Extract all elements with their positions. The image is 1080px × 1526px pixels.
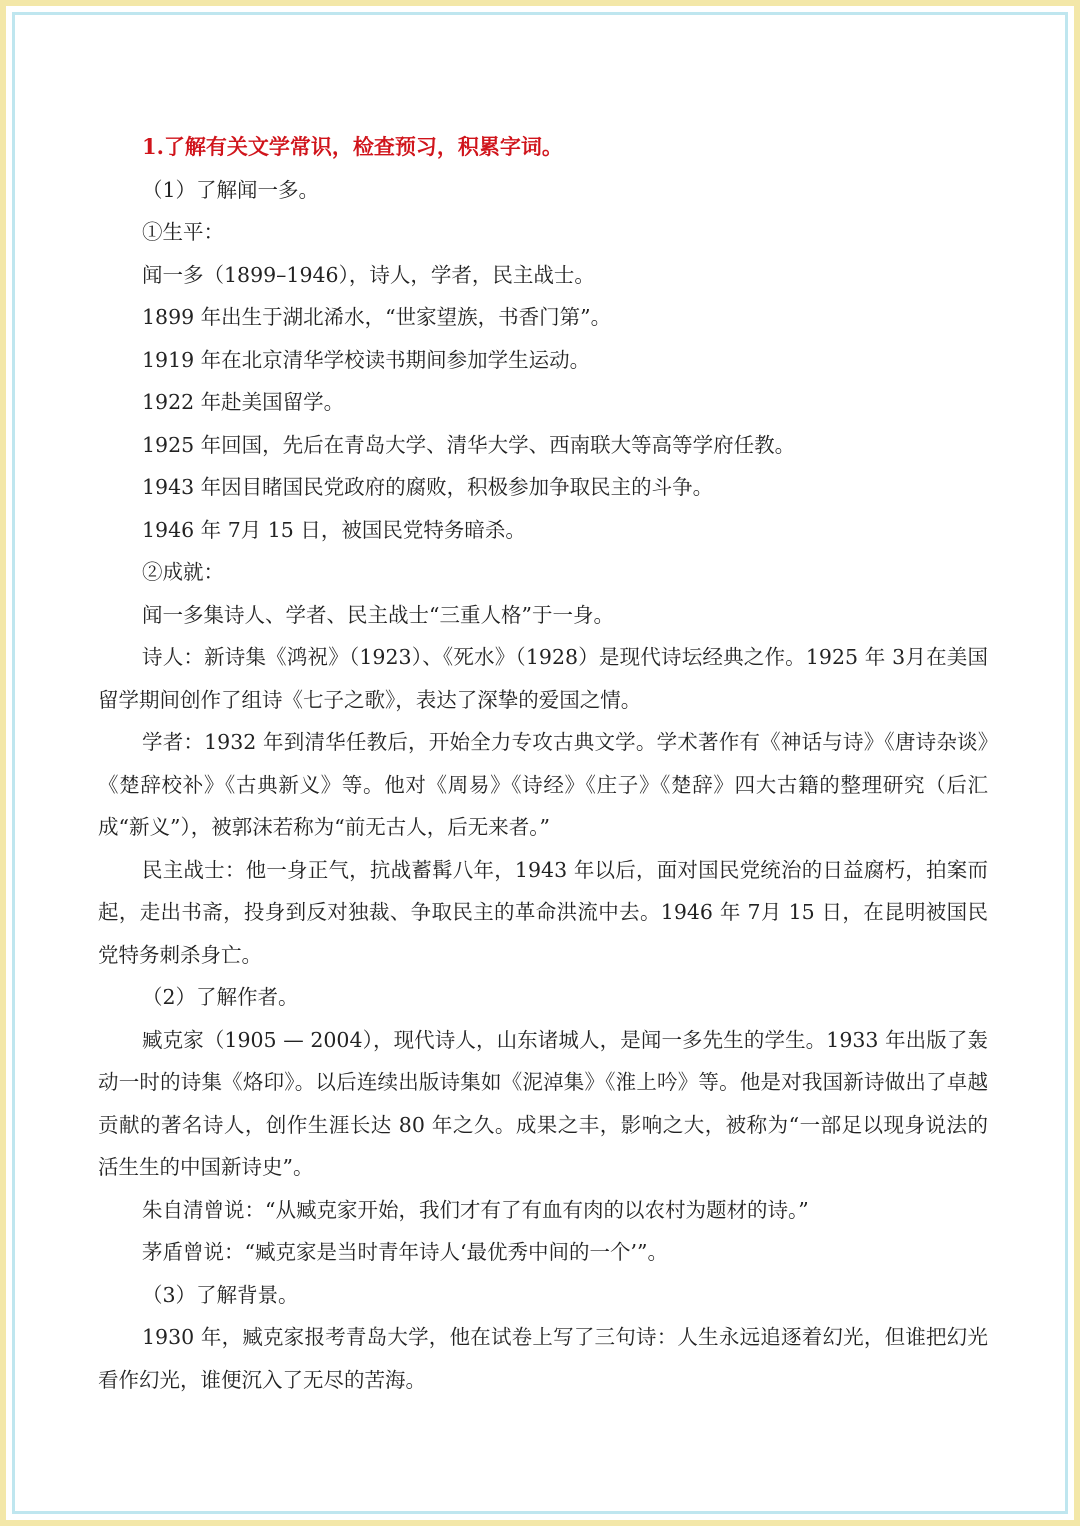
paragraph: 1925 年回国，先后在青岛大学、清华大学、西南联大等高等学府任教。	[142, 432, 796, 457]
paragraph: 朱自清曾说：“从臧克家开始，我们才有了有血有肉的以农村为题材的诗。”	[142, 1197, 809, 1222]
document-body	[98, 126, 988, 1401]
paragraph: 民主战士：他一身正气，抗战蓄髯八年，1943 年以后，面对国民党统治的日益腐朽，拍案而起，走出书斋，投身到反对独裁、争取民主的革命洪流中去。1946 年 7月 15 日，在昆明被国民党特务刺杀身亡。	[98, 857, 988, 967]
paragraph: 学者：1932 年到清华任教后，开始全力专攻古典文学。学术著作有《神话与诗》《唐诗杂谈》《楚辞校补》《古典新义》等。他对《周易》《诗经》《庄子》《楚辞》四大古籍的整理研究（后汇成“新义”），被郭沫若称为“前无古人，后无来者。”	[98, 730, 988, 839]
paragraph: ①生平：	[142, 220, 224, 244]
paragraph: 臧克家（1905 — 2004），现代诗人，山东诸城人，是闻一多先生的学生。1933 年出版了轰动一时的诗集《烙印》。以后连续出版诗集如《泥淖集》《淮上吟》等。他是对我国新诗做出了卓越贡献的著名诗人，创作生涯长达 80 年之久。成果之丰，影响之大，被称为“一部足以现身说法的活生生的中国新诗史”。	[98, 1027, 988, 1179]
paragraph: （1）了解闻一多。	[142, 177, 320, 202]
paragraph: 茅盾曾说：“臧克家是当时青年诗人‘最优秀中间的一个’”。	[142, 1240, 668, 1264]
paragraph: 1946 年 7月 15 日，被国民党特务暗杀。	[142, 517, 526, 542]
section-heading: 1.了解有关文学常识，检查预习，积累字词。	[142, 134, 563, 159]
paragraph: （2）了解作者。	[142, 985, 299, 1009]
paragraph: 1919 年在北京清华学校读书期间参加学生运动。	[142, 347, 591, 372]
paragraph: 1899 年出生于湖北浠水，“世家望族，书香门第”。	[142, 305, 612, 329]
paragraph: 1922 年赴美国留学。	[142, 390, 345, 414]
paragraph: 1943 年因目睹国民党政府的腐败，积极参加争取民主的斗争。	[142, 475, 714, 499]
paragraph: 闻一多集诗人、学者、民主战士“三重人格”于一身。	[142, 602, 614, 627]
paragraph: 闻一多（1899–1946），诗人，学者，民主战士。	[142, 262, 595, 287]
paragraph: 1930 年，臧克家报考青岛大学，他在试卷上写了三句诗：人生永远追逐着幻光，但谁把幻光看作幻光，谁便沉入了无尽的苦海。	[98, 1325, 988, 1392]
paragraph: （3）了解背景。	[142, 1282, 299, 1307]
paragraph-list	[98, 169, 988, 1402]
paragraph: 诗人：新诗集《鸿祝》（1923）、《死水》（1928）是现代诗坛经典之作。1925 年 3月在美国留学期间创作了组诗《七子之歌》，表达了深挚的爱国之情。	[98, 645, 988, 712]
paragraph: ②成就：	[142, 560, 224, 584]
